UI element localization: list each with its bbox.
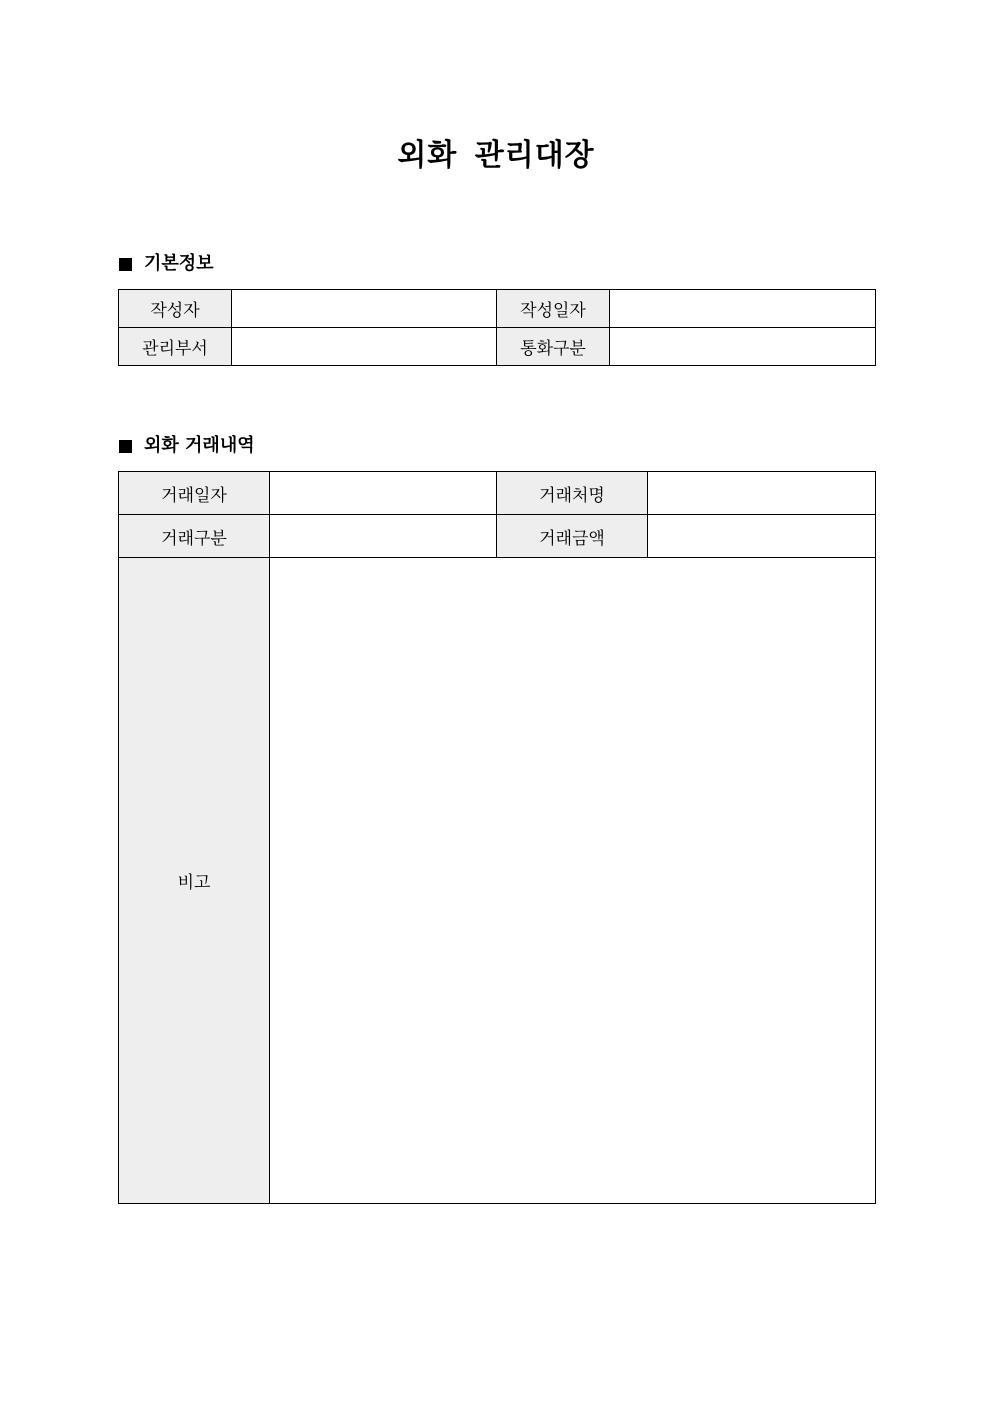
department-field[interactable] (232, 328, 497, 366)
transaction-date-label: 거래일자 (119, 472, 270, 515)
table-row (119, 515, 876, 558)
section-heading-label: 외화 거래내역 (144, 435, 255, 456)
square-bullet-icon (119, 440, 132, 453)
section-heading-basic-info (119, 252, 214, 276)
transactions-table (118, 471, 876, 1204)
currency-type-label: 통화구분 (497, 328, 610, 366)
memo-label: 비고 (119, 558, 270, 1204)
transaction-amount-label: 거래금액 (497, 515, 648, 558)
created-date-field[interactable] (610, 290, 876, 328)
basic-info-table (118, 289, 876, 366)
created-date-label: 작성일자 (497, 290, 610, 328)
square-bullet-icon (119, 258, 132, 271)
transaction-type-field[interactable] (270, 515, 497, 558)
counterparty-label: 거래처명 (497, 472, 648, 515)
section-heading-transactions (119, 434, 255, 458)
table-row (119, 290, 876, 328)
document-title: 외화 관리대장 (397, 138, 595, 173)
memo-field[interactable] (270, 558, 876, 1204)
transaction-type-label: 거래구분 (119, 515, 270, 558)
author-label: 작성자 (119, 290, 232, 328)
counterparty-field[interactable] (648, 472, 876, 515)
author-field[interactable] (232, 290, 497, 328)
currency-type-field[interactable] (610, 328, 876, 366)
transaction-date-field[interactable] (270, 472, 497, 515)
section-heading-label: 기본정보 (144, 253, 214, 274)
table-row (119, 328, 876, 366)
table-row (119, 472, 876, 515)
department-label: 관리부서 (119, 328, 232, 366)
table-row (119, 558, 876, 1204)
transaction-amount-field[interactable] (648, 515, 876, 558)
